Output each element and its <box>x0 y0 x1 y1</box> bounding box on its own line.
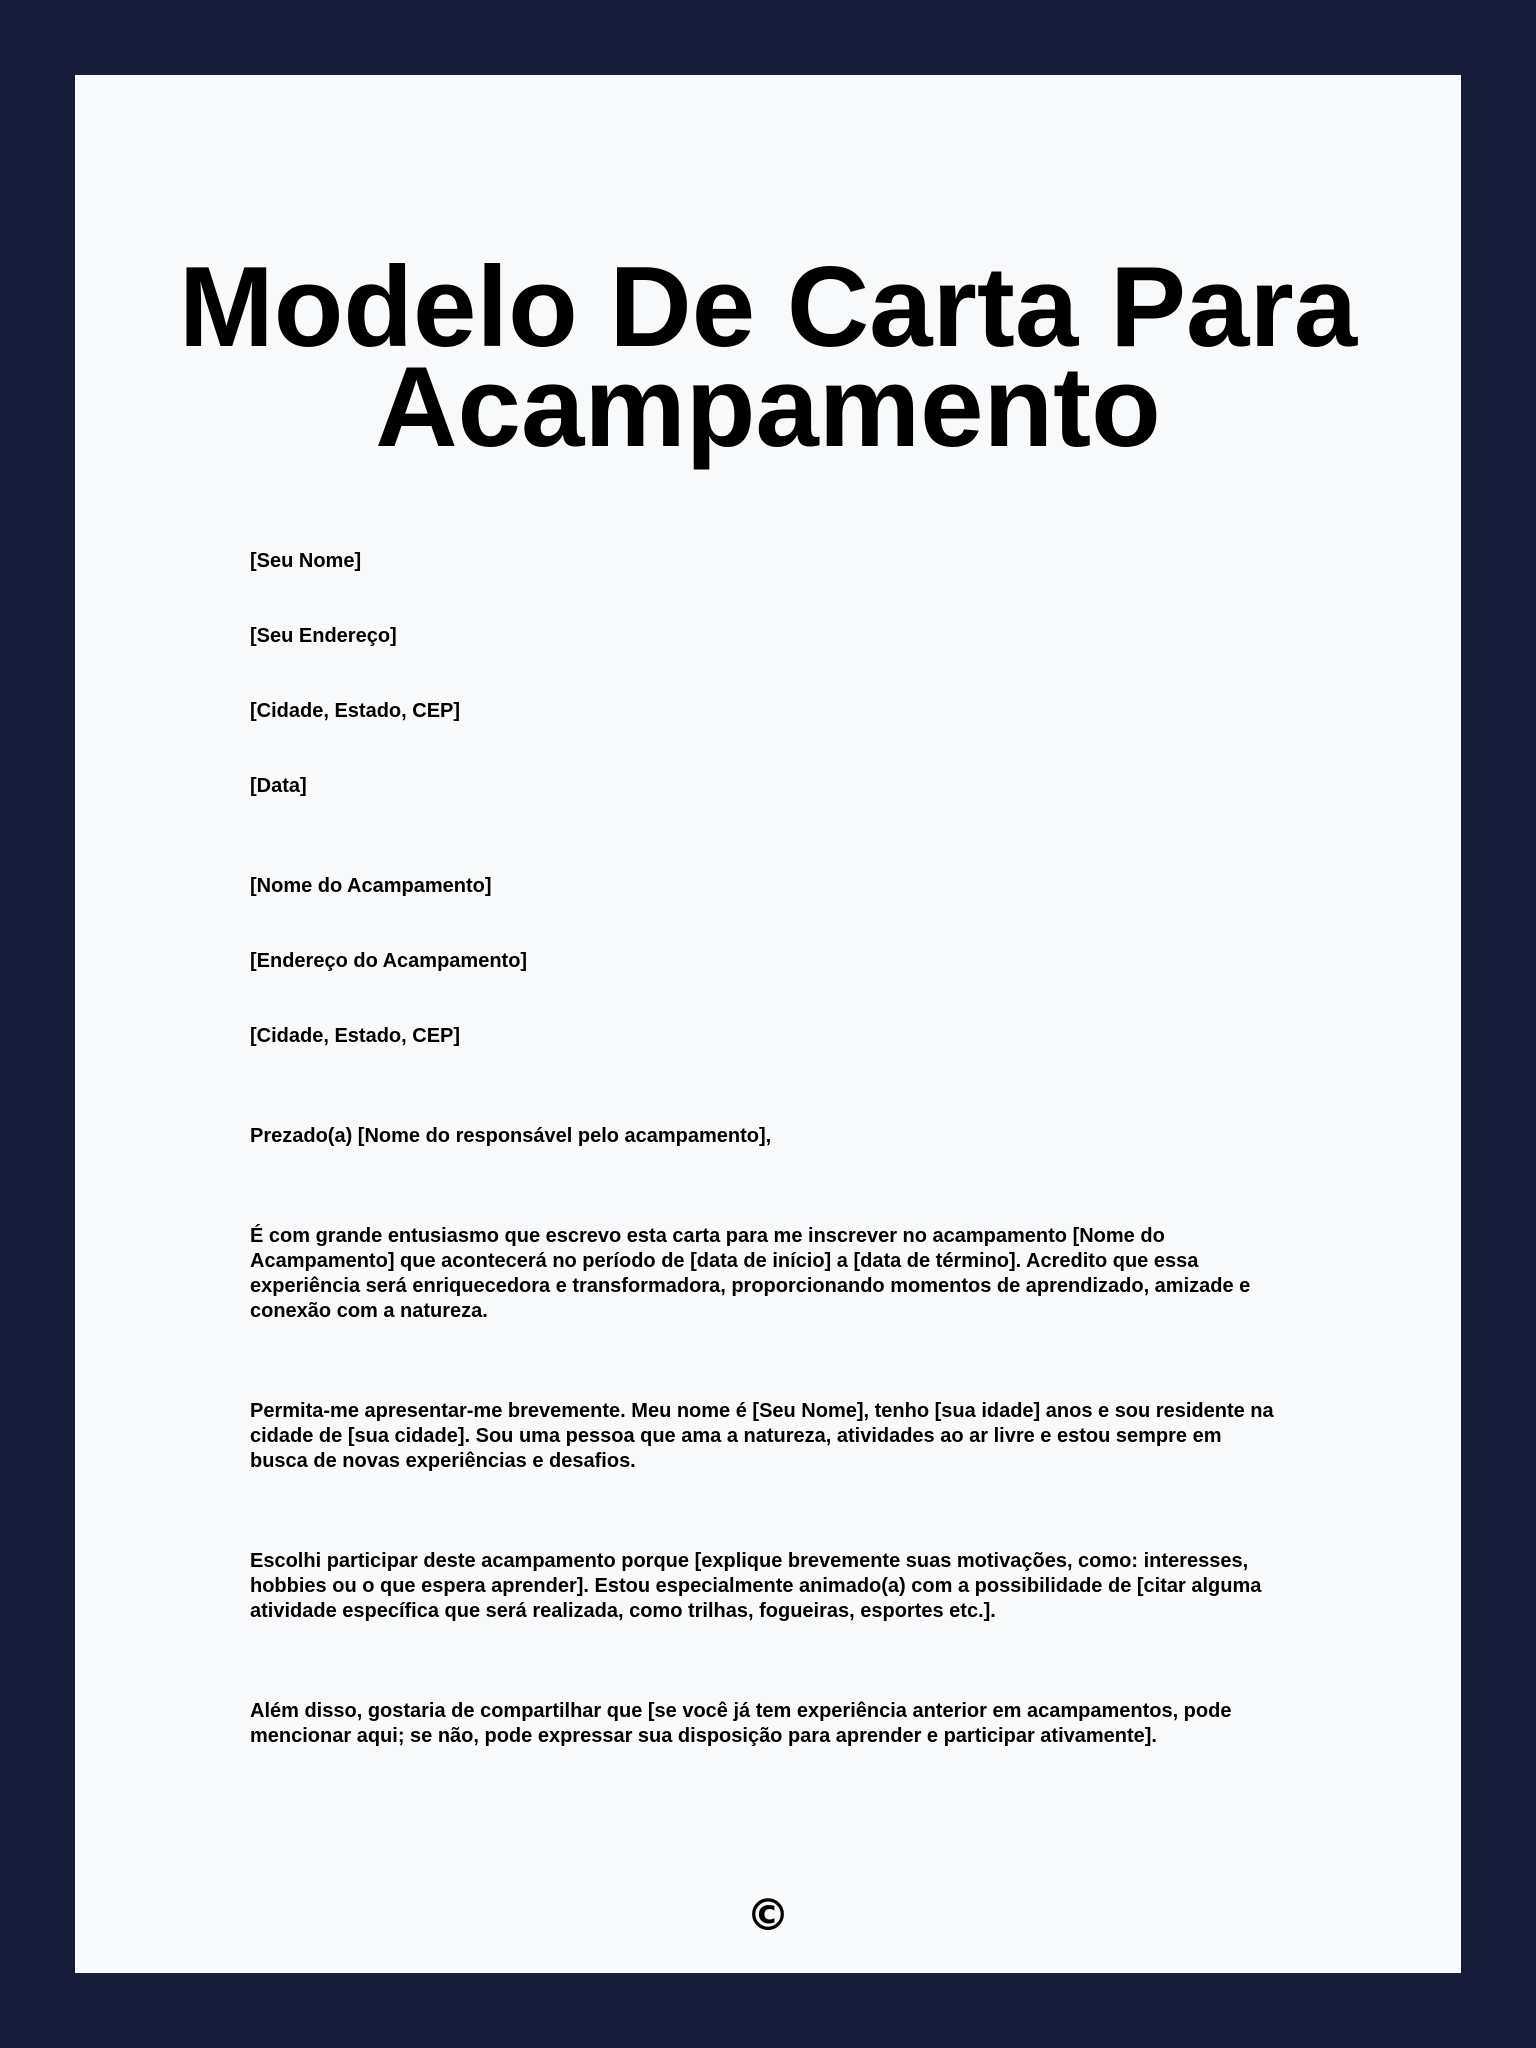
letter-page <box>75 75 1461 1973</box>
paragraph-line: Acampamento] que acontecerá no período de [data de início] a [data de término]. Acredito que essa <box>250 1250 1199 1272</box>
paragraph-line: busca de novas experiências e desafios. <box>250 1450 636 1472</box>
paragraph-intro <box>250 1224 1310 1324</box>
sender-name: [Seu Nome] <box>250 550 362 572</box>
paragraph-line: Além disso, gostaria de compartilhar que [se você já tem experiência anterior em acampamentos, pode <box>250 1700 1232 1722</box>
paragraph-line: É com grande entusiasmo que escrevo esta carta para me inscrever no acampamento [Nome do <box>250 1225 1165 1247</box>
document-title-line-1: Modelo De Carta Para <box>178 244 1358 371</box>
paragraph-line: conexão com a natureza. <box>250 1300 488 1322</box>
paragraph-line: cidade de [sua cidade]. Sou uma pessoa que ama a natureza, atividades ao ar livre e estou sempre em <box>250 1425 1222 1447</box>
greeting: Prezado(a) [Nome do responsável pelo acampamento], <box>250 1125 772 1147</box>
recipient-city: [Cidade, Estado, CEP] <box>250 1025 461 1047</box>
recipient-camp-name: [Nome do Acampamento] <box>250 875 492 897</box>
paragraph-line: experiência será enriquecedora e transformadora, proporcionando momentos de aprendizado, amizade e <box>250 1275 1251 1297</box>
paragraph-experience <box>250 1699 1310 1749</box>
sender-city: [Cidade, Estado, CEP] <box>250 700 461 722</box>
document-title-line-2: Acampamento <box>375 344 1161 471</box>
paragraph-line: Permita-me apresentar-me brevemente. Meu nome é [Seu Nome], tenho [sua idade] anos e sou residente na <box>250 1400 1274 1422</box>
paragraph-line: mencionar aqui; se não, pode expressar sua disposição para aprender e participar ativamente]. <box>250 1725 1157 1747</box>
letter-date: [Data] <box>250 775 307 797</box>
sender-address: [Seu Endereço] <box>250 625 397 647</box>
paragraph-motivation <box>250 1549 1310 1624</box>
paragraph-line: atividade específica que será realizada, como trilhas, fogueiras, esportes etc.]. <box>250 1600 996 1622</box>
copyright-icon: © <box>746 1890 790 1941</box>
paragraph-presentation <box>250 1399 1310 1474</box>
paragraph-line: Escolhi participar deste acampamento porque [explique brevemente suas motivações, como: interesses, <box>250 1550 1249 1572</box>
paragraph-line: hobbies ou o que espera aprender]. Estou especialmente animado(a) com a possibilidade de [citar alguma <box>250 1575 1262 1597</box>
document-title <box>75 244 1461 471</box>
recipient-camp-address: [Endereço do Acampamento] <box>250 950 528 972</box>
